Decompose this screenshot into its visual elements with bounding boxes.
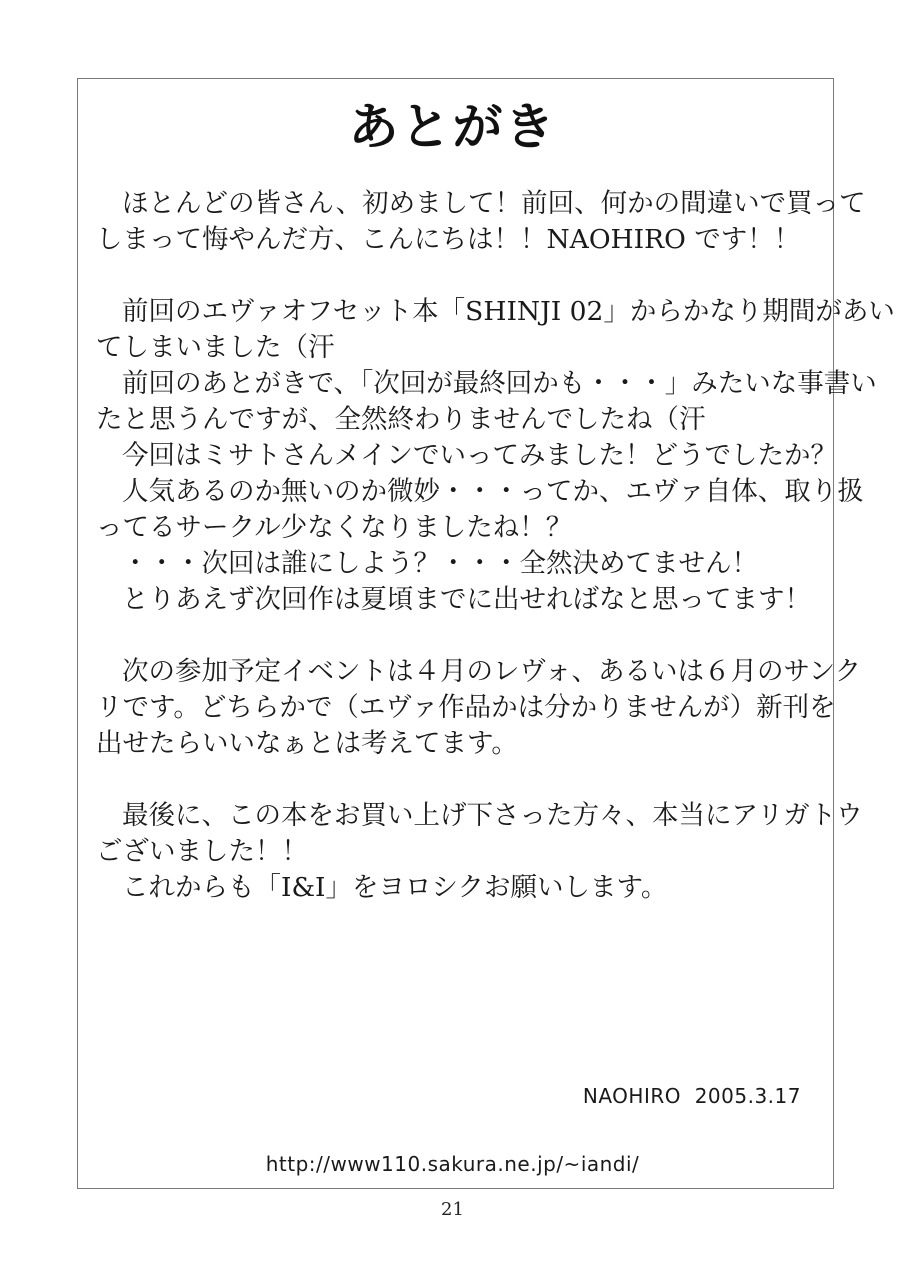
text-line: 今回はミサトさんメインでいってみました！どうでしたか？	[122, 440, 837, 471]
text-line: 前回のエヴァオフセット本「SHINJI 02」からかなり期間があい	[122, 296, 895, 327]
text-line: しまって悔やんだ方、こんにちは！！NAOHIRO です！！	[96, 224, 801, 255]
text-line: ほとんどの皆さん、初めまして！前回、何かの間違いで買って	[122, 188, 866, 219]
text-line: 出せたらいいなぁとは考えてます。	[96, 728, 518, 759]
text-line: とりあえず次回作は夏頃までに出せればなと思ってます！	[122, 584, 811, 615]
text-line: ってるサークル少なくなりましたね！？	[96, 512, 573, 543]
text-line: 次の参加予定イベントは４月のレヴォ、あるいは６月のサンク	[122, 656, 862, 687]
text-line: てしまいました（汗	[96, 332, 335, 363]
page-number: 21	[441, 1199, 464, 1220]
website-url: http://www110.sakura.ne.jp/~iandi/	[265, 1152, 640, 1176]
text-line: 人気あるのか無いのか微妙・・・ってか、エヴァ自体、取り扱	[122, 476, 864, 507]
author-signature: NAOHIRO 2005.3.17	[582, 1084, 801, 1108]
afterword-body	[96, 186, 895, 906]
paragraph-2	[96, 294, 895, 618]
page-title: あとがき	[348, 98, 557, 156]
text-line: 前回のあとがきで、「次回が最終回かも・・・」みたいな事書い	[122, 368, 877, 399]
text-line: たと思うんですが、全然終わりませんでしたね（汗	[96, 404, 706, 435]
text-line: これからも「I&I」をヨロシクお願いします。	[122, 872, 668, 903]
text-line: ・・・次回は誰にしよう？・・・全然決めてません！	[122, 548, 758, 579]
paragraph-4	[96, 798, 863, 906]
paragraph-1	[96, 186, 866, 258]
text-line: リです。どちらかで（エヴァ作品かは分かりませんが）新刊を	[96, 692, 836, 723]
paragraph-3	[96, 654, 862, 762]
text-line: ございました！！	[96, 836, 308, 867]
text-line: 最後に、この本をお買い上げ下さった方々、本当にアリガトウ	[122, 800, 863, 831]
